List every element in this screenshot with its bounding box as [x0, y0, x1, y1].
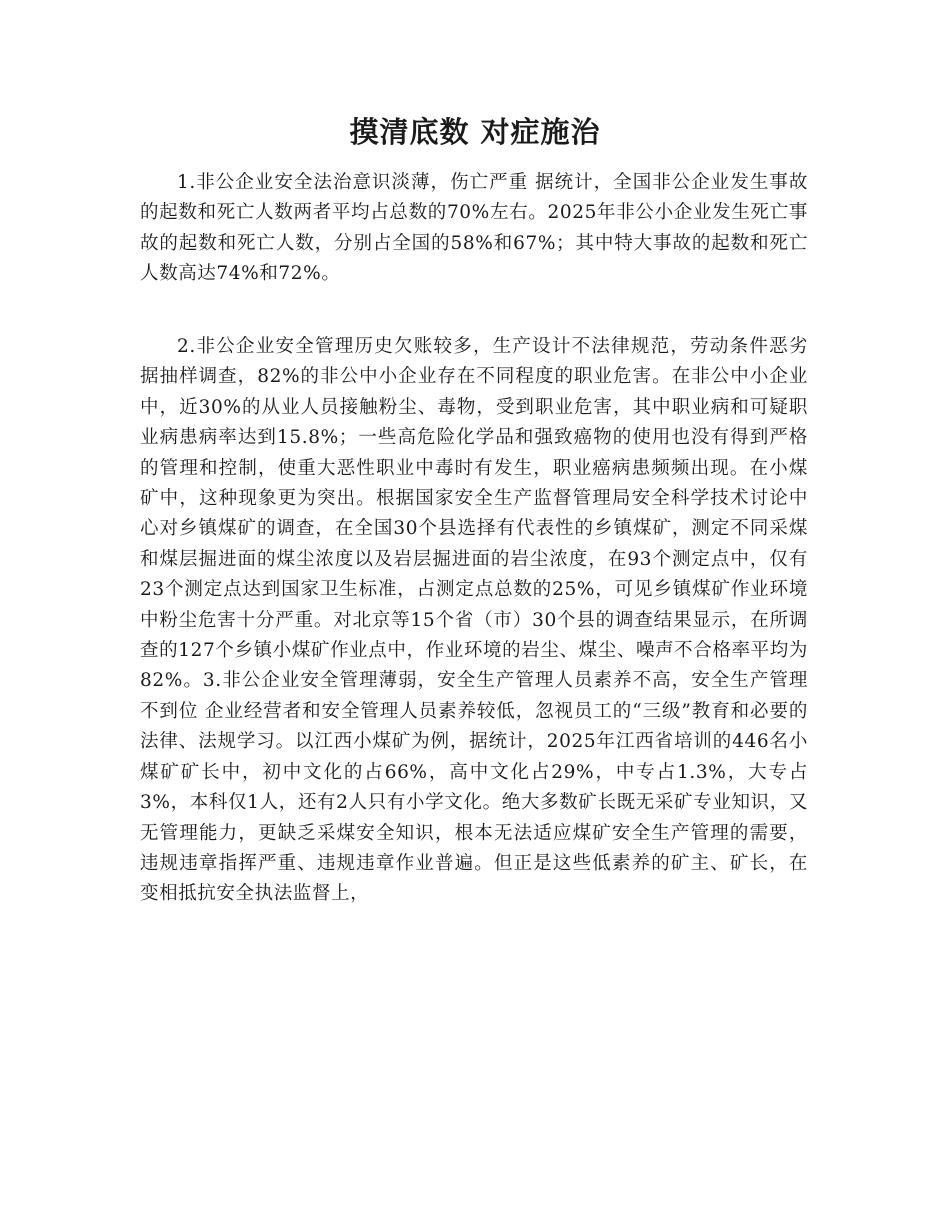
paragraph-1: 1.非公企业安全法治意识淡薄，伤亡严重 据统计，全国非公企业发生事故的起数和死亡人数两者平均占总数的70%左右。2025年非公小企业发生死亡事故的起数和死亡人数，分别占全国的58%和67%；其中特大事故的起数和死亡人数高达74%和72%。 [140, 172, 808, 285]
paragraph-2: 2.非公企业安全管理历史欠账较多，生产设计不法律规范，劳动条件恶劣 据抽样调查，82%的非公中小企业存在不同程度的职业危害。在非公中小企业中，近30%的从业人员接触粉尘、毒物，受到职业危害，其中职业病和可疑职业病患病率达到15.8%；一些高危险化学品和强致癌物的使用也没有得到严格的管理和控制，使重大恶性职业中毒时有发生，职业癌病患频频出现。在小煤矿中，这种现象更为突出。根据国家安全生产监督管理局安全科学技术讨论中心对乡镇煤矿的调查，在全国30个县选择有代表性的乡镇煤矿，测定不同采煤和煤层掘进面的煤尘浓度以及岩层掘进面的岩尘浓度，在93个测定点中，仅有23个测定点达到国家卫生标准，占测定点总数的25%，可见乡镇煤矿作业环境中粉尘危害十分严重。对北京等15个省（市）30个县的调查结果显示，在所调查的127个乡镇小煤矿作业点中，作业环境的岩尘、煤尘、噪声不合格率平均为82%。3.非公企业安全管理薄弱，安全生产管理人员素养不高，安全生产管理不到位 企业经营者和安全管理人员素养较低，忽视员工的“三级”教育和必要的法律、法规学习。以江西小煤矿为例，据统计，2025年江西省培训的446名小煤矿矿长中，初中文化的占66%，高中文化占29%，中专占1.3%，大专占3%，本科仅1人，还有2人只有小学文化。绝大多数矿长既无采矿专业知识，又无管理能力，更缺乏采煤安全知识，根本无法适应煤矿安全生产管理的需要，违规违章指挥严重、违规违章作业普遍。但正是这些低素养的矿主、矿长，在变相抵抗安全执法监督上， [140, 336, 808, 905]
document-title: 摸清底数 对症施治 [349, 115, 601, 149]
